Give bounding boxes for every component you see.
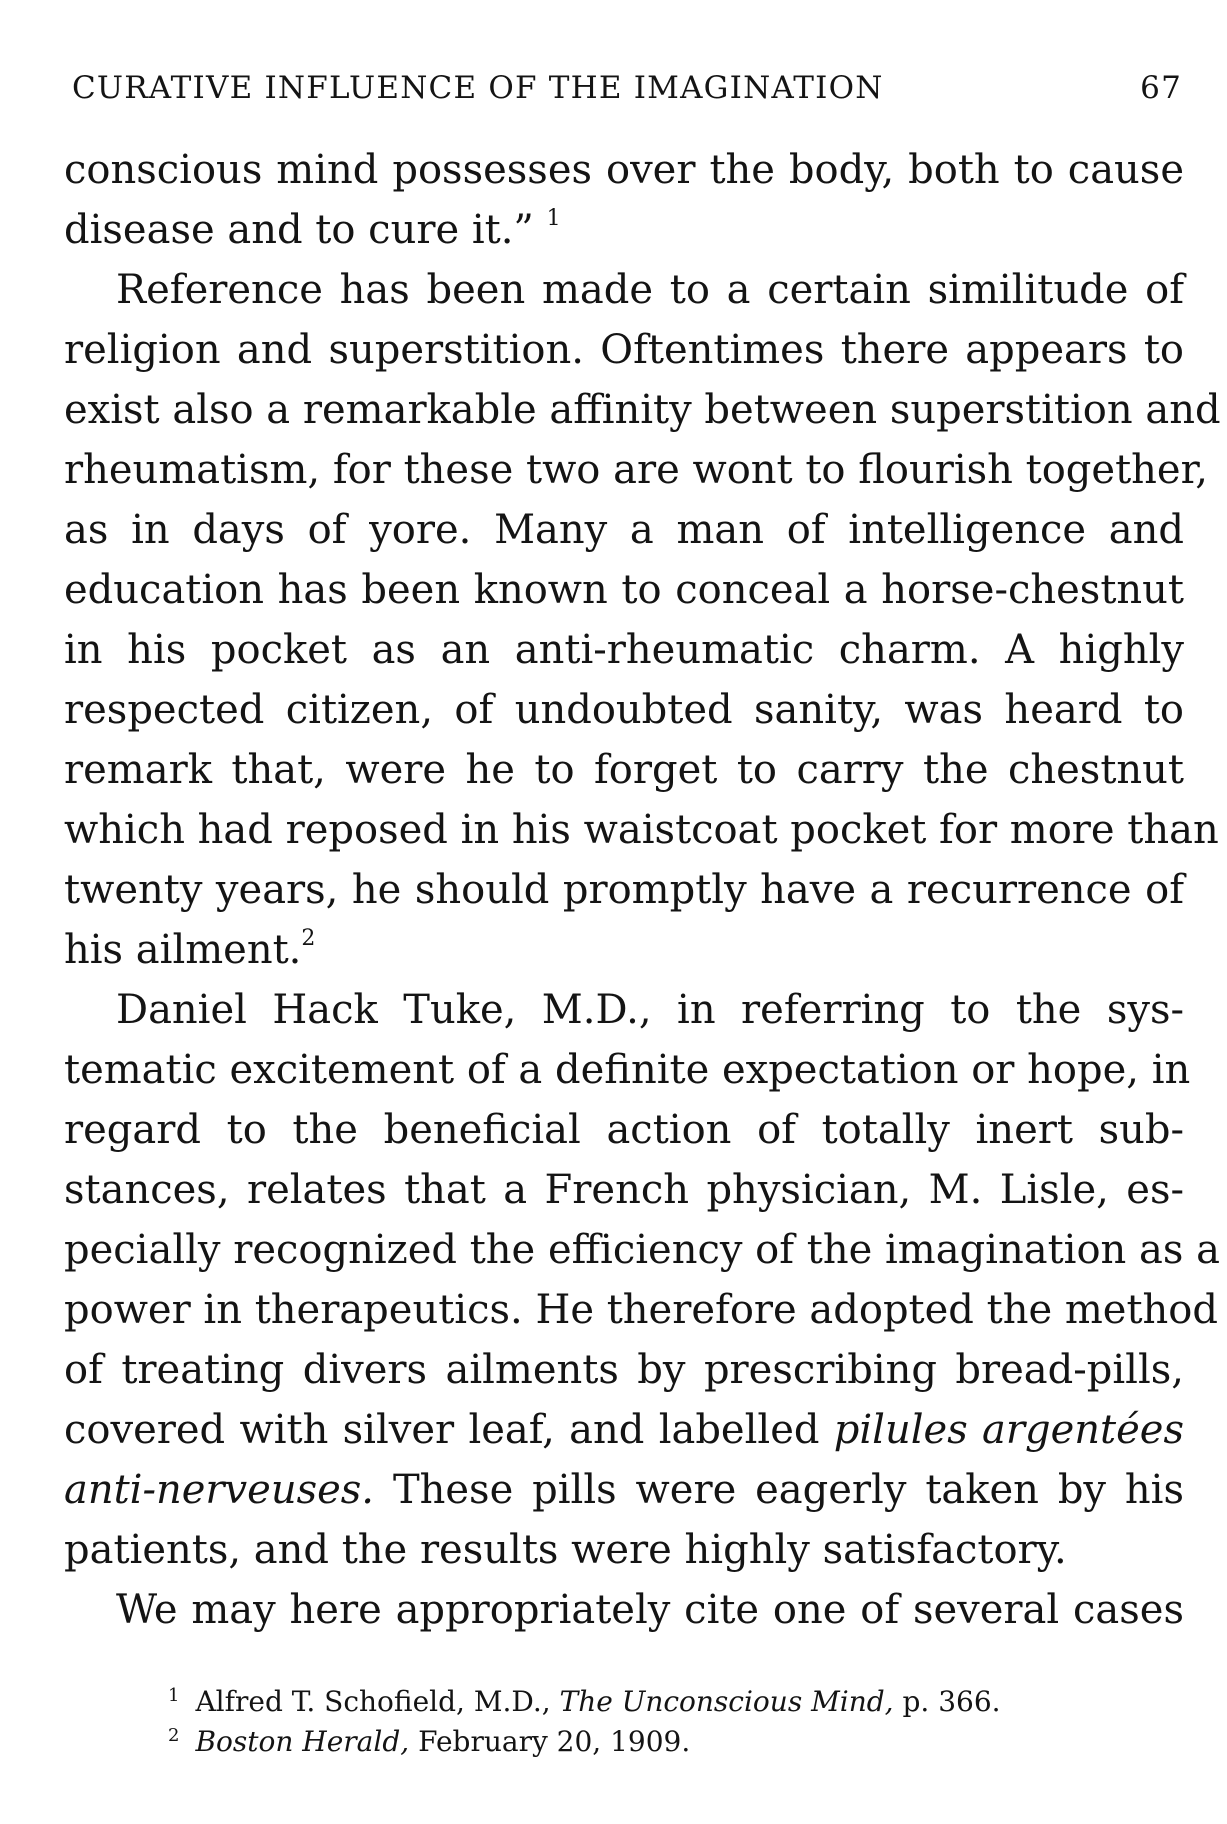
text-line <box>64 1460 1184 1520</box>
footnote-mark: 1 <box>168 1684 180 1706</box>
text-line <box>64 920 1184 980</box>
footnote-italic-title: Boston Herald, <box>195 1725 410 1758</box>
text-line: in his pocket as an anti-rheumatic charm. A highly <box>64 627 1184 673</box>
text-fragment: disease and to cure it.” <box>64 207 534 253</box>
text-line: power in therapeutics. He therefore adopted the method <box>64 1287 1218 1333</box>
footnotes <box>168 1682 1168 1762</box>
text-fragment: These pills were eagerly taken by his <box>392 1467 1184 1513</box>
text-line: as in days of yore. Many a man of intelligence and <box>64 507 1184 553</box>
footnote-text: February 20, 1909. <box>418 1725 691 1758</box>
text-line: tematic excitement of a definite expectation or hope, in <box>64 1047 1191 1093</box>
text-line: stances, relates that a French physician, M. Lisle, es- <box>64 1167 1184 1213</box>
footnote-text: Alfred T. Schofield, M.D., <box>195 1685 551 1718</box>
text-line: religion and superstition. Oftentimes there appears to <box>64 327 1184 373</box>
text-line: pecially recognized the efficiency of the imagination as a <box>64 1227 1220 1273</box>
italic-text: pilules argentées <box>833 1407 1184 1453</box>
text-line: Daniel Hack Tuke, M.D., in referring to the sys- <box>116 987 1184 1033</box>
text-line: which had reposed in his waistcoat pocket for more than <box>64 807 1219 853</box>
text-line <box>64 1400 1184 1460</box>
text-line: rheumatism, for these two are wont to flourish together, <box>64 447 1209 493</box>
text-line: twenty years, he should promptly have a recurrence of <box>64 867 1184 913</box>
text-line: education has been known to conceal a horse-chestnut <box>64 567 1184 613</box>
italic-text: anti-nerveuses. <box>64 1467 375 1513</box>
footnote-italic-title: The Unconscious Mind, <box>559 1685 894 1718</box>
text-line: exist also a remarkable affinity between superstition and <box>64 387 1221 433</box>
footnote-reference: 1 <box>546 205 561 231</box>
footnote-1 <box>168 1682 1168 1722</box>
footnote-reference: 2 <box>301 925 316 951</box>
text-line: respected citizen, of undoubted sanity, was heard to <box>64 687 1184 733</box>
footnote-text: p. 366. <box>902 1685 1001 1718</box>
body-text <box>64 140 1221 1640</box>
text-line: patients, and the results were highly satisfactory. <box>64 1527 1067 1573</box>
text-fragment: his ailment. <box>64 927 302 973</box>
text-line: regard to the beneficial action of totally inert sub- <box>64 1107 1184 1153</box>
text-line: We may here appropriately cite one of several cases <box>116 1587 1184 1633</box>
text-line: remark that, were he to forget to carry the chestnut <box>64 747 1184 793</box>
footnote-2 <box>168 1722 1168 1762</box>
page-number: 67 <box>1140 70 1182 106</box>
text-line: of treating divers ailments by prescribing bread-pills, <box>64 1347 1184 1393</box>
footnote-mark: 2 <box>168 1724 180 1746</box>
text-line: conscious mind possesses over the body, both to cause <box>64 147 1184 193</box>
text-line <box>64 200 1184 260</box>
text-line: Reference has been made to a certain similitude of <box>116 267 1184 313</box>
running-head-title: CURATIVE INFLUENCE OF THE IMAGINATION <box>72 70 884 106</box>
text-fragment: covered with silver leaf, and labelled <box>64 1407 820 1453</box>
